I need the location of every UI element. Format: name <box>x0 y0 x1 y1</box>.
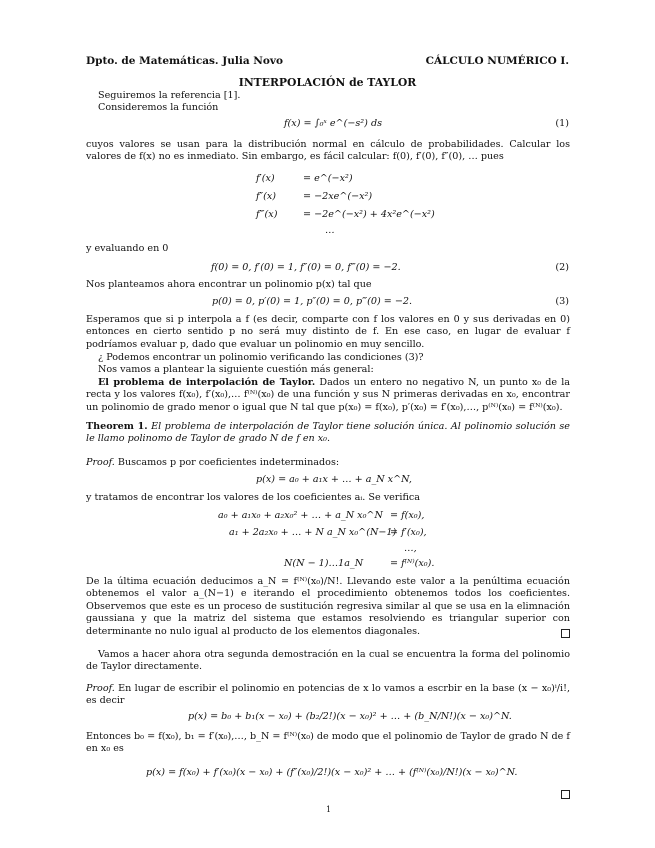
equation-1: f(x) = ∫₀ˣ e^(−s²) ds <box>284 118 383 129</box>
equation-3: p(0) = 0, p′(0) = 1, p″(0) = 0, p‴(0) = −2. <box>212 296 413 307</box>
text-line: ¿ Podemos encontrar un polinomio verificando las condiciones (3)? <box>98 352 424 363</box>
theorem-text: El problema de interpolación de Taylor tiene solución única. Al polinomio solución se le llamo polinomo de Taylor de grado N de f en x₀. <box>86 421 570 445</box>
ellipsis: … <box>325 225 335 236</box>
derivative-rhs: = −2e^(−x²) + 4x²e^(−x²) <box>303 209 435 220</box>
proof-text: En lugar de escribir el polinomio en potencias de x lo vamos a escrbir en la base (x − x₀)ⁱ/i!, es decir <box>86 683 570 707</box>
derivative-lhs: f‴(x) <box>256 209 278 220</box>
equation-polynomial-base: p(x) = b₀ + b₁(x − x₀) + (b₂/2!)(x − x₀)² + … + (b_N/N!)(x − x₀)^N. <box>188 711 512 722</box>
problem-title: El problema de interpolación de Taylor. <box>98 377 316 388</box>
system-lhs: a₀ + a₁x₀ + a₂x₀² + … + a_N x₀^N <box>218 510 383 521</box>
paragraph: Entonces b₀ = f(x₀), b₁ = f′(x₀),…, b_N = f⁽ᴺ⁾(x₀) de modo que el polinomio de Taylor de grado N de f en x₀ es <box>86 731 570 755</box>
theorem <box>86 421 570 446</box>
system-rhs: = f′(x₀), <box>390 527 427 538</box>
system-lhs: a₁ + 2a₂x₀ + … + N a_N x₀^(N−1) <box>229 527 397 538</box>
derivative-rhs: = −2xe^(−x²) <box>303 191 373 202</box>
text-line: Nos planteamos ahora encontrar un polinomio p(x) tal que <box>86 279 372 290</box>
system-rhs: …, <box>404 543 417 554</box>
header-left: Dpto. de Matemáticas. Julia Novo <box>86 55 283 67</box>
system-rhs: = f⁽ᴺ⁾(x₀). <box>390 558 435 569</box>
text-line: Nos vamos a plantear la siguiente cuestión más general: <box>98 364 374 375</box>
derivative-lhs: f′(x) <box>256 173 275 184</box>
qed-symbol <box>561 790 570 799</box>
equation-number: (2) <box>555 262 569 273</box>
text-line: y evaluando en 0 <box>86 243 169 254</box>
proof-intro <box>86 457 339 469</box>
problem-text: Dados un entero no negativo N, un punto x₀ de la recta y los valores f(x₀), f′(x₀),… f⁽ᴺ⁾(x₀) de una función y sus N primeras derivadas en x₀, encontrar un polinomio de grado menor o igual que N tal que p(x₀) = f(x₀), p′(x₀) = f′(x₀),…, p⁽ᴺ⁾(x₀) = f⁽ᴺ⁾(x₀). <box>86 377 570 413</box>
system-lhs: N(N − 1)…1a_N <box>284 558 364 569</box>
paragraph: cuyos valores se usan para la distribución normal en cálculo de probabilidades. Calcular los valores de f(x) no es inmediato. Sin embargo, es fácil calcular: f(0), f′(0), f″(0), … pues <box>86 139 570 163</box>
paragraph: De la última ecuación deducimos a_N = f⁽ᴺ⁾(x₀)/N!. Llevando este valor a la penúltima ecuación obtenemos el valor a_(N−1) e iterando el procedimiento obtenemos todos los coeficientes. Observemos que este es un proceso de sustitución regresiva similar al que se usa en la elimnación gaussiana y que la matriz del sistema que estamos resolviendo es triangular superior con determinante no nulo igual al producto de los elementos diagonales. <box>86 576 570 637</box>
proof-label: Proof. <box>86 683 115 694</box>
equation-taylor: p(x) = f(x₀) + f′(x₀)(x − x₀) + (f″(x₀)/2!)(x − x₀)² + … + (f⁽ᴺ⁾(x₀)/N!)(x − x₀)^N. <box>146 767 518 778</box>
page-number: 1 <box>326 805 332 814</box>
text-line: y tratamos de encontrar los valores de los coeficientes aᵢ. Se verifica <box>86 492 420 503</box>
qed-symbol <box>561 629 570 638</box>
paragraph: Esperamos que si p interpola a f (es decir, comparte con f los valores en 0 y sus derivadas en 0) entonces en cierto sentido p no será muy distinto de f. En ese caso, en lugar de evaluar f podríamos evaluar p, dado que evaluar un polinomio en muy sencillo. <box>86 314 570 350</box>
header-right: CÁLCULO NUMÉRICO I. <box>425 55 569 67</box>
derivative-rhs: = e^(−x²) <box>303 173 353 184</box>
text-line: Seguiremos la referencia [1]. <box>98 90 241 101</box>
derivative-lhs: f″(x) <box>256 191 277 202</box>
problem-statement <box>86 377 570 414</box>
equation-number: (3) <box>555 296 569 307</box>
proof-label: Proof. <box>86 457 115 468</box>
system-rhs: = f(x₀), <box>390 510 425 521</box>
equation-2: f(0) = 0, f′(0) = 1, f″(0) = 0, f‴(0) = −2. <box>211 262 401 273</box>
proof-2 <box>86 683 570 708</box>
proof-text: Buscamos p por coeficientes indeterminados: <box>114 457 340 468</box>
text-line: Consideremos la función <box>98 102 219 113</box>
equation-number: (1) <box>555 118 569 129</box>
paragraph: Vamos a hacer ahora otra segunda demostración en la cual se encuentra la forma del polinomio de Taylor directamente. <box>86 649 570 673</box>
page-title: INTERPOLACIÓN de TAYLOR <box>238 76 417 89</box>
equation-polynomial: p(x) = a₀ + a₁x + … + a_N x^N, <box>256 474 412 485</box>
theorem-title: Theorem 1. <box>86 421 148 432</box>
